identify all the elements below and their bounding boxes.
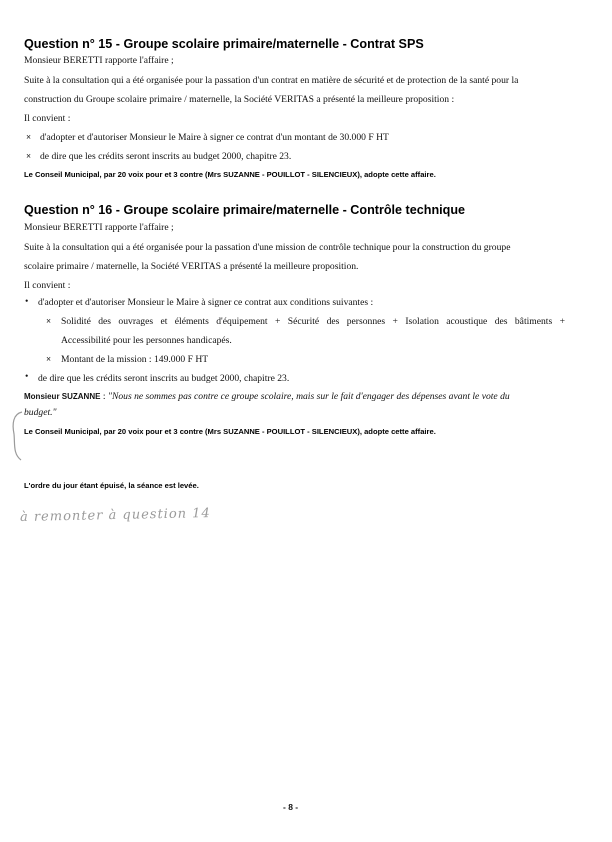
q16-convient: Il convient : <box>24 280 71 291</box>
q16-sub1-line1: Solidité des ouvrages et éléments d'équipement + Sécurité des personnes + Isolation acoustique des bâtiments + <box>61 316 565 327</box>
q16-rapporteur: Monsieur BERETTI rapporte l'affaire ; <box>24 222 174 233</box>
q16-sub2: Montant de la mission : 149.000 F HT <box>61 354 209 365</box>
handwritten-note: à remonter à question 14 <box>19 506 211 525</box>
q16-quote-line2: budget." <box>24 407 57 418</box>
q16-title: Question n° 16 - Groupe scolaire primaire/maternelle - Contrôle technique <box>24 203 466 217</box>
q16-speaker-line <box>24 391 510 403</box>
q15-rapporteur: Monsieur BERETTI rapporte l'affaire ; <box>24 55 174 66</box>
q15-decision: Le Conseil Municipal, par 20 voix pour et 3 contre (Mrs SUZANNE - POUILLOT - SILENCIEUX), adopte cette affaire. <box>24 170 436 179</box>
q15-title: Question n° 15 - Groupe scolaire primaire/maternelle - Contrat SPS <box>24 37 424 51</box>
q16-bullet1: d'adopter et d'autoriser Monsieur le Maire à signer ce contrat aux conditions suivantes : <box>38 297 374 308</box>
q15-bullet2-marker: × <box>26 151 32 161</box>
page-number: - 8 - <box>283 802 299 812</box>
q16-speaker-sep: : <box>100 391 108 402</box>
q15-bullet2: de dire que les crédits seront inscrits au budget 2000, chapitre 23. <box>40 151 292 162</box>
closing-statement: L'ordre du jour étant épuisé, la séance est levée. <box>24 481 199 490</box>
q16-intro-line1: Suite à la consultation qui a été organisée pour la passation d'une mission de contrôle technique pour la construction du groupe <box>24 242 511 253</box>
q16-decision: Le Conseil Municipal, par 20 voix pour et 3 contre (Mrs SUZANNE - POUILLOT - SILENCIEUX), adopte cette affaire. <box>24 427 436 436</box>
margin-bracket-mark <box>9 410 25 462</box>
q15-bullet1: d'adopter et d'autoriser Monsieur le Maire à signer ce contrat d'un montant de 30.000 F HT <box>40 132 389 143</box>
q16-sub1-line2: Accessibilité pour les personnes handicapés. <box>61 335 232 346</box>
q15-bullet1-marker: × <box>26 132 32 142</box>
q16-quote-line1: "Nous ne sommes pas contre ce groupe scolaire, mais sur le fait d'engager des dépenses avant le vote du <box>107 391 510 402</box>
q16-speaker: Monsieur SUZANNE <box>24 392 101 401</box>
q16-bullet1-marker: • <box>25 296 29 307</box>
q15-convient: Il convient : <box>24 113 71 124</box>
q15-intro-line2: construction du Groupe scolaire primaire / maternelle, la Société VERITAS a présenté la meilleure proposition : <box>24 94 455 105</box>
q16-sub1-marker: × <box>46 316 52 326</box>
q16-sub2-marker: × <box>46 354 52 364</box>
q16-intro-line2: scolaire primaire / maternelle, la Société VERITAS a présenté la meilleure proposition. <box>24 261 359 272</box>
q15-intro-line1: Suite à la consultation qui a été organisée pour la passation d'un contrat en matière de sécurité et de protection de la santé pour la <box>24 75 519 86</box>
q16-bullet2: de dire que les crédits seront inscrits au budget 2000, chapitre 23. <box>38 373 290 384</box>
q16-bullet2-marker: • <box>25 371 29 382</box>
